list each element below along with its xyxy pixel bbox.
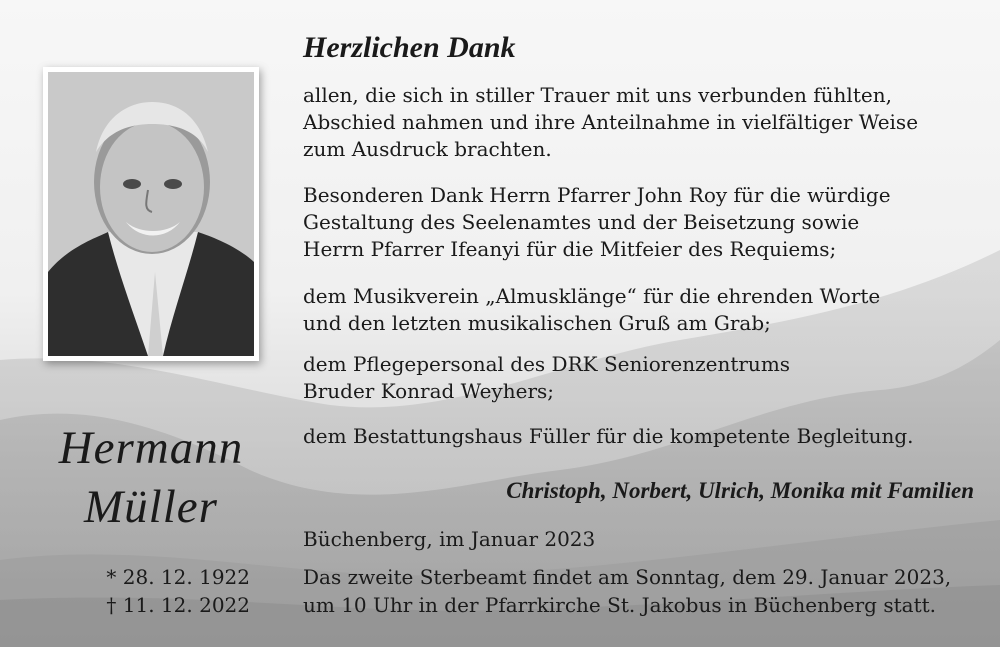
- paragraph: [303, 351, 790, 405]
- life-dates: [60, 563, 250, 619]
- place-date: Büchenberg, im Januar 2023: [303, 527, 596, 551]
- text-line: Das zweite Sterbeamt findet am Sonntag, dem 29. Januar 2023,: [303, 565, 952, 589]
- death-date: † 11. 12. 2022: [106, 593, 250, 617]
- text-line: Bruder Konrad Weyhers;: [303, 379, 555, 403]
- service-note: [303, 563, 951, 619]
- birth-date: * 28. 12. 1922: [106, 565, 250, 589]
- text-line: dem Pflegepersonal des DRK Seniorenzentrums: [303, 352, 791, 376]
- family-signature: Christoph, Norbert, Ulrich, Monika mit Familien: [506, 478, 974, 503]
- text-line: dem Musikverein „Almusklänge“ für die ehrenden Worte: [303, 284, 881, 308]
- text-line: um 10 Uhr in der Pfarrkirche St. Jakobus in Büchenberg statt.: [303, 593, 936, 617]
- text-line: Abschied nahmen und ihre Anteilnahme in vielfältiger Weise: [303, 110, 919, 134]
- text-line: allen, die sich in stiller Trauer mit uns verbunden fühlten,: [303, 83, 892, 107]
- text-line: Gestaltung des Seelenamtes und der Beisetzung sowie: [303, 210, 860, 234]
- text-line: zum Ausdruck brachten.: [303, 137, 552, 161]
- portrait-frame: [43, 67, 259, 361]
- paragraph: [303, 423, 914, 450]
- first-name: Hermann: [58, 422, 244, 474]
- portrait-photo: [48, 72, 254, 356]
- paragraph: [303, 182, 891, 263]
- last-name: Müller: [84, 481, 218, 533]
- paragraph: [303, 283, 880, 337]
- paragraph: [303, 82, 918, 163]
- text-line: Besonderen Dank Herrn Pfarrer John Roy für die würdige: [303, 183, 891, 207]
- text-line: und den letzten musikalischen Gruß am Grab;: [303, 311, 771, 335]
- text-line: dem Bestattungshaus Füller für die kompetente Begleitung.: [303, 424, 914, 448]
- heading: Herzlichen Dank: [303, 31, 516, 64]
- text-line: Herrn Pfarrer Ifeanyi für die Mitfeier des Requiems;: [303, 237, 837, 261]
